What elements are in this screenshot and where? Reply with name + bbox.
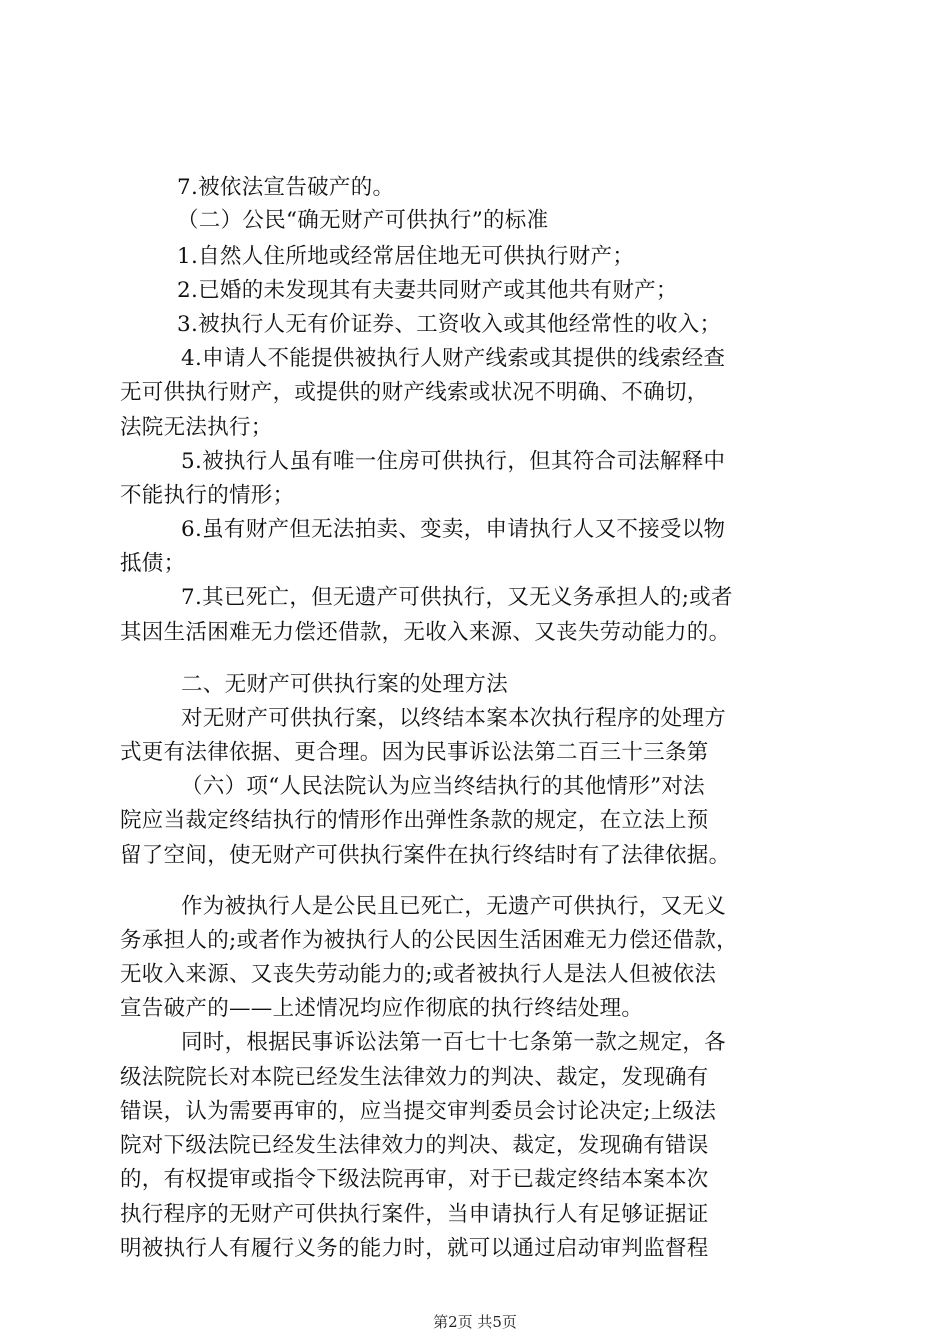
section-heading: （二）公民“确无财产可供执行”的标准 — [177, 208, 549, 233]
page-number-footer: 第2页 共5页 — [433, 1313, 517, 1331]
text-line: 其因生活困难无力偿还借款，无收入来源、又丧失劳动能力的。 — [120, 620, 731, 645]
text-line: 3.被执行人无有价证券、工资收入或其他经常性的收入； — [177, 312, 722, 337]
text-line: 无收入来源、又丧失劳动能力的;或者被执行人是法人但被依法 — [120, 962, 717, 987]
text-line: 4.申请人不能提供被执行人财产线索或其提供的线索经查 — [181, 346, 726, 371]
text-line: 执行程序的无财产可供执行案件，当申请执行人有足够证据证 — [120, 1202, 709, 1227]
text-line: 明被执行人有履行义务的能力时，就可以通过启动审判监督程 — [120, 1236, 709, 1261]
text-line: 留了空间，使无财产可供执行案件在执行终结时有了法律依据。 — [120, 843, 731, 868]
text-line: 2.已婚的未发现其有夫妻共同财产或其他共有财产； — [177, 278, 678, 303]
text-line: 无可供执行财产，或提供的财产线索或状况不明确、不确切， — [120, 380, 709, 405]
text-line: 式更有法律依据、更合理。因为民事诉讼法第二百三十三条第 — [120, 740, 709, 765]
text-line: 务承担人的;或者作为被执行人的公民因生活困难无力偿还借款， — [120, 928, 738, 953]
text-line: 7.被依法宣告破产的。 — [177, 175, 395, 200]
section-heading: 二、无财产可供执行案的处理方法 — [181, 672, 509, 697]
text-line: 5.被执行人虽有唯一住房可供执行，但其符合司法解释中 — [181, 449, 726, 474]
text-line: （六）项“人民法院认为应当终结执行的其他情形”对法 — [181, 774, 705, 799]
text-line: 对无财产可供执行案，以终结本案本次执行程序的处理方 — [181, 706, 727, 731]
text-line: 7.其已死亡，但无遗产可供执行，又无义务承担人的;或者 — [181, 585, 733, 610]
text-line: 抵债； — [120, 551, 186, 576]
text-line: 不能执行的情形； — [120, 483, 295, 508]
text-line: 1.自然人住所地或经常居住地无可供执行财产； — [177, 244, 635, 269]
text-line: 作为被执行人是公民且已死亡，无遗产可供执行，又无义 — [181, 894, 727, 919]
text-line: 的，有权提审或指令下级法院再审，对于已裁定终结本案本次 — [120, 1167, 709, 1192]
text-line: 级法院院长对本院已经发生法律效力的判决、裁定，发现确有 — [120, 1065, 709, 1090]
text-line: 错误，认为需要再审的，应当提交审判委员会讨论决定;上级法 — [120, 1099, 717, 1124]
text-line: 同时，根据民事诉讼法第一百七十七条第一款之规定，各 — [181, 1030, 727, 1055]
text-line: 6.虽有财产但无法拍卖、变卖，申请执行人又不接受以物 — [181, 517, 726, 542]
text-line: 法院无法执行； — [120, 415, 273, 440]
text-line: 宣告破产的——上述情况均应作彻底的执行终结处理。 — [120, 996, 644, 1021]
text-line: 院应当裁定终结执行的情形作出弹性条款的规定，在立法上预 — [120, 808, 709, 833]
text-line: 院对下级法院已经发生法律效力的判决、裁定，发现确有错误 — [120, 1133, 709, 1158]
